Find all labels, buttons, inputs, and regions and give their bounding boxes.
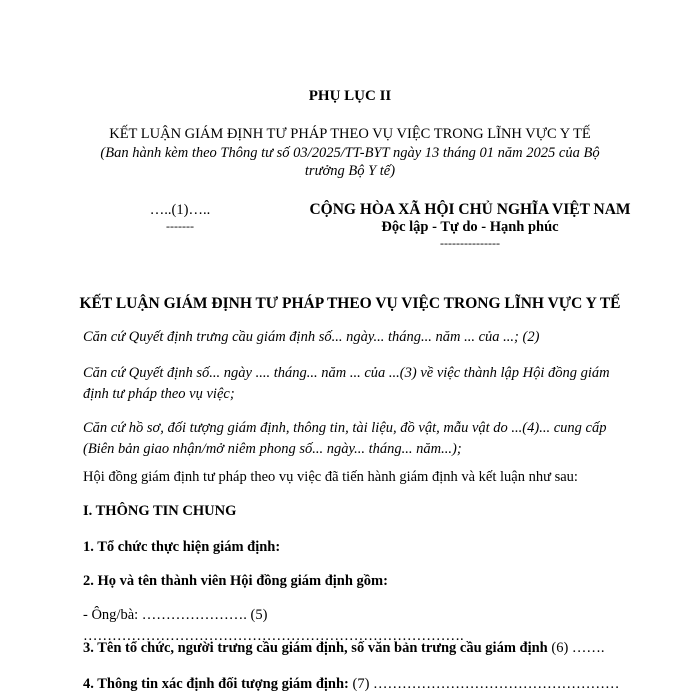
item-subject-fill: (7) …………………………………………… [348, 676, 620, 692]
council-member-line: - Ông/bà: …………………. (5) ……………………………………………………………………. [83, 607, 464, 644]
item-requester-fill: (6) ……. [547, 640, 605, 656]
legal-basis-3: Căn cứ hồ sơ, đối tượng giám định, thông tin, tài liệu, đồ vật, mẫu vật do ...(4)... cung cấp (Biên bản giao nhận/mở niêm phong số... ngày... tháng... năm...); [83, 420, 607, 457]
appendix-title: PHỤ LỤC II [308, 88, 392, 104]
nation-title: CỘNG HÒA XÃ HỘI CHỦ NGHĨA VIỆT NAM [309, 201, 631, 218]
issuance-note: (Ban hành kèm theo Thông tư số 03/2025/TT-BYT ngày 13 tháng 01 năm 2025 của Bộ trưởng Bộ Y tế) [100, 145, 600, 179]
item-council-members: 2. Họ và tên thành viên Hội đồng giám định gồm: [83, 573, 388, 589]
motto-divider: --------------- [440, 236, 500, 250]
national-motto: Độc lập - Tự do - Hạnh phúc [381, 219, 559, 235]
organization-divider: ------- [166, 219, 194, 233]
main-title: KẾT LUẬN GIÁM ĐỊNH TƯ PHÁP THEO VỤ VIỆC TRONG LĨNH VỰC Y TẾ [79, 295, 621, 312]
legal-basis-1: Căn cứ Quyết định trưng cầu giám định số... ngày... tháng... năm ... của ...; (2) [83, 329, 540, 345]
intro-paragraph: Hội đồng giám định tư pháp theo vụ việc đã tiến hành giám định và kết luận như sau: [83, 469, 578, 485]
item-subject-label: 4. Thông tin xác định đối tượng giám định: [83, 676, 349, 692]
organization-code: …..(1)….. [149, 202, 211, 218]
item-organization: 1. Tổ chức thực hiện giám định: [83, 539, 281, 555]
item-subject-info [83, 674, 643, 695]
item-requester [83, 638, 643, 659]
section-heading-general-info: I. THÔNG TIN CHUNG [83, 503, 237, 519]
item-requester-label: 3. Tên tổ chức, người trưng cầu giám định, số văn bản trưng cầu giám định [83, 640, 548, 656]
document-heading: KẾT LUẬN GIÁM ĐỊNH TƯ PHÁP THEO VỤ VIỆC TRONG LĨNH VỰC Y TẾ [109, 126, 591, 142]
legal-basis-2: Căn cứ Quyết định số... ngày .... tháng... năm ... của ...(3) về việc thành lập Hội đồng giám định tư pháp theo vụ việc; [83, 365, 610, 402]
